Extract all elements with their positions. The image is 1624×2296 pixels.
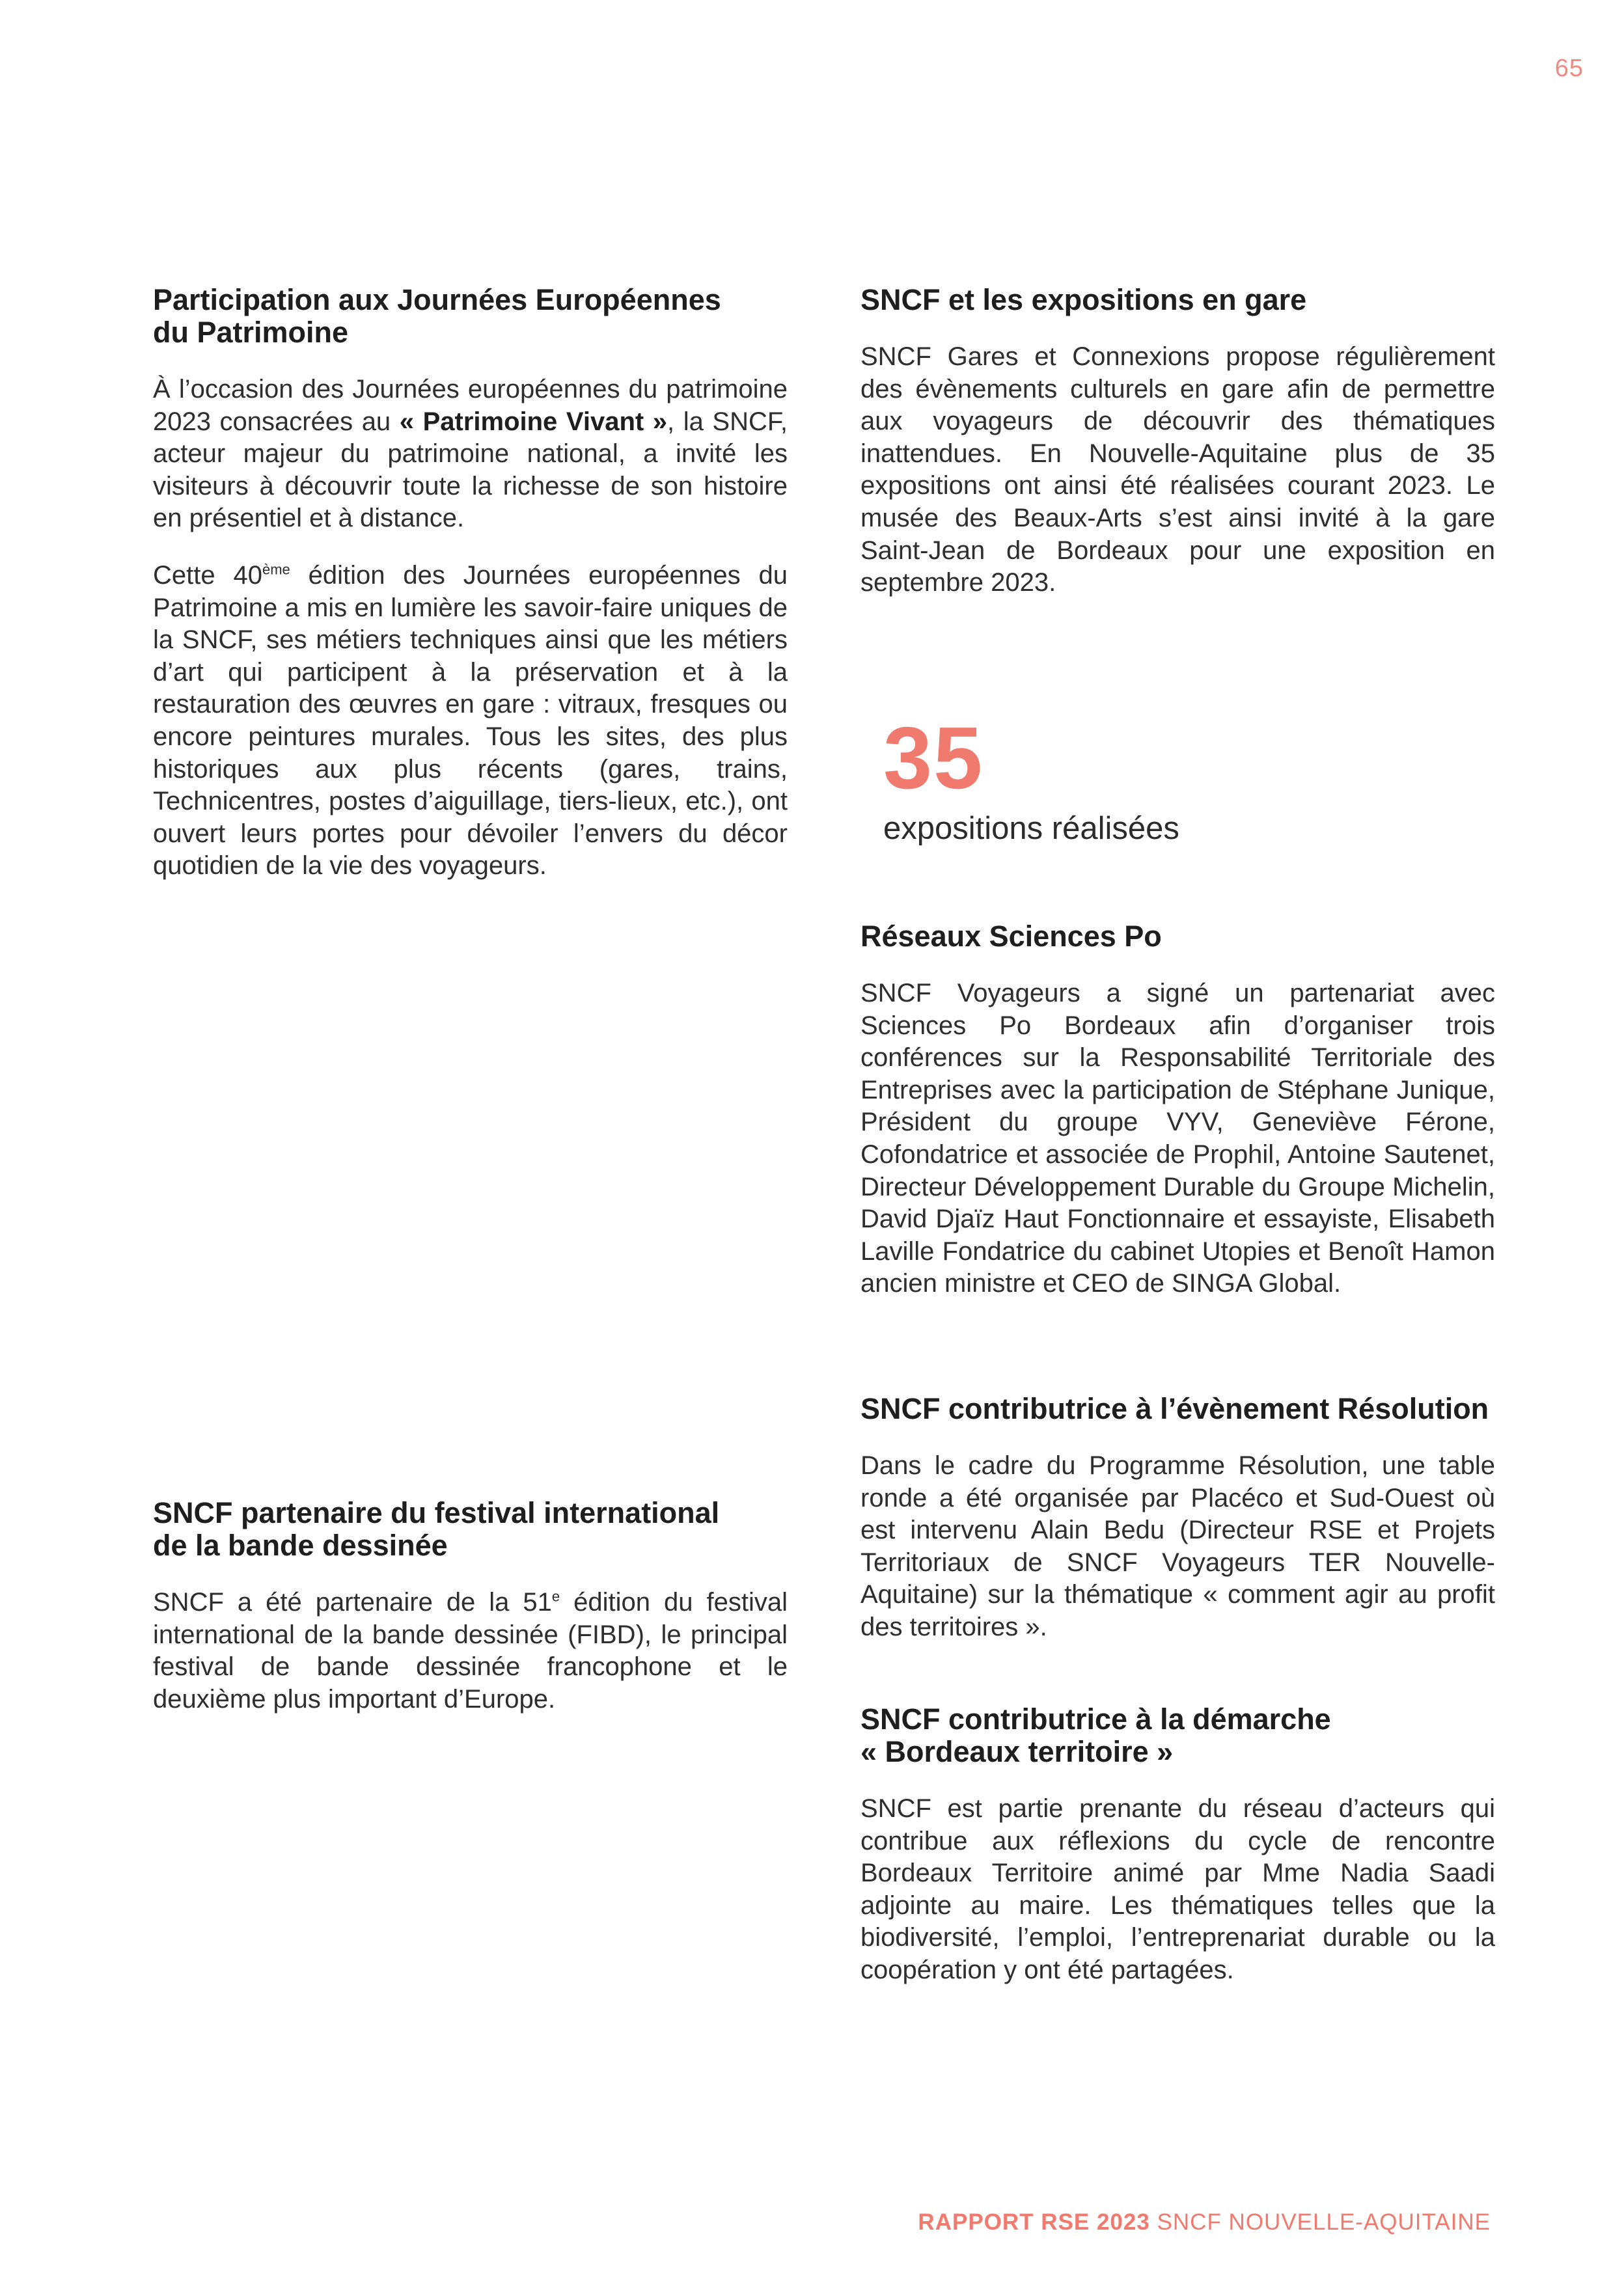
footer	[918, 2209, 1491, 2235]
section-expositions	[860, 284, 1495, 624]
section-title-line: « Bordeaux territoire »	[860, 1735, 1174, 1768]
section-fibd	[153, 1497, 788, 1740]
paragraph	[153, 1587, 788, 1715]
text-run: SNCF a été partenaire de la 51	[153, 1588, 552, 1617]
section-resolution	[860, 1393, 1495, 1669]
text-run: À l’occasion des Journées européennes du patrimoine 2023 consacrées au	[153, 375, 788, 436]
paragraph	[153, 374, 788, 535]
paragraph: SNCF Gares et Connexions propose régulièrement des évènements culturels en gare afin de permettre aux voyageurs de découvrir des thématiques inattendues. En Nouvelle-Aquitaine plus de 35 expositions ont ainsi été réalisées courant 2023. Le musée des Beaux-Arts s’est ainsi invité à la gare Saint-Jean de Bordeaux pour une exposition en septembre 2023.	[860, 342, 1495, 597]
text-run: , la SNCF, acteur majeur du patrimoine national, a invité les visiteurs à découvrir toute la richesse de son histoire en présentiel et à distance.	[153, 407, 788, 533]
superscript: ème	[262, 561, 290, 578]
section-bordeaux-territoire	[860, 1703, 1495, 2012]
page-number: 65	[1554, 55, 1584, 82]
superscript: e	[551, 1588, 560, 1605]
text-run: édition des Journées européennes du Patrimoine a mis en lumière les savoir-faire uniques de la SNCF, ses métiers techniques ainsi que les métiers d’art qui participent à la préservation et à la restauration des œuvres en gare : vitraux, fresques ou encore peintures murales. Tous les sites, des plus historiques aux plus récents (gares, trains, Technicentres, postes d’aiguillage, tiers-lieux, etc.), ont ouvert leurs portes pour dévoiler l’envers du décor quotidien de la vie des voyageurs.	[153, 560, 788, 881]
emphasis-text: « Patrimoine Vivant »	[399, 407, 668, 436]
paragraph	[153, 560, 788, 882]
section-title-line: SNCF partenaire du festival international	[153, 1496, 720, 1529]
paragraph: SNCF est partie prenante du réseau d’acteurs qui contribue aux réflexions du cycle de rencontre Bordeaux Territoire animé par Mme Nadia Saadi adjointe au maire. Les thématiques telles que la biodiversité, l’emploi, l’entreprenariat durable ou la coopération y ont été partagées.	[860, 1794, 1495, 1984]
section-title: SNCF et les expositions en gare	[860, 283, 1307, 316]
text-run: Cette 40	[153, 560, 262, 590]
section-journees-patrimoine	[153, 284, 788, 907]
section-title	[153, 284, 788, 349]
paragraph: Dans le cadre du Programme Résolution, une table ronde a été organisée par Placéco et Sud-Ouest où est intervenu Alain Bedu (Directeur RSE et Projets Territoriaux de SNCF Voyageurs TER Nouvelle-Aquitaine) sur la thématique « comment agir au profit des territoires ».	[860, 1451, 1495, 1641]
section-title	[153, 1497, 788, 1562]
section-title-line: de la bande dessinée	[153, 1529, 448, 1562]
section-title-line: Participation aux Journées Européennes	[153, 283, 721, 316]
section-title-line: SNCF contributrice à la démarche	[860, 1702, 1331, 1736]
stat-label: expositions réalisées	[883, 811, 1179, 846]
section-title-line: du Patrimoine	[153, 316, 349, 349]
paragraph: SNCF Voyageurs a signé un partenariat avec Sciences Po Bordeaux afin d’organiser trois conférences sur la Responsabilité Territoriale des Entreprises avec la participation de Stéphane Junique, Président du groupe VYV, Geneviève Férone, Cofondatrice et associée de Prophil, Antoine Sautenet, Directeur Développement Durable du Groupe Michelin, David Djaïz Haut Fonctionnaire et essayiste, Elisabeth Laville Fondatrice du cabinet Utopies et Benoît Hamon ancien ministre et CEO de SINGA Global.	[860, 979, 1495, 1298]
section-title: Réseaux Sciences Po	[860, 920, 1162, 953]
footer-report-title: RAPPORT RSE 2023	[918, 2209, 1150, 2235]
footer-organization: SNCF NOUVELLE-AQUITAINE	[1149, 2209, 1491, 2235]
section-title	[860, 1703, 1495, 1768]
text-run: édition du festival international de la bande dessinée (FIBD), le principal festival de bande dessinée francophone et le deuxième plus important d’Europe.	[153, 1588, 788, 1714]
section-sciences-po	[860, 920, 1495, 1325]
section-title: SNCF contributrice à l’évènement Résolution	[860, 1392, 1489, 1425]
stat-number: 35	[883, 709, 984, 807]
stat-callout	[883, 709, 1179, 847]
